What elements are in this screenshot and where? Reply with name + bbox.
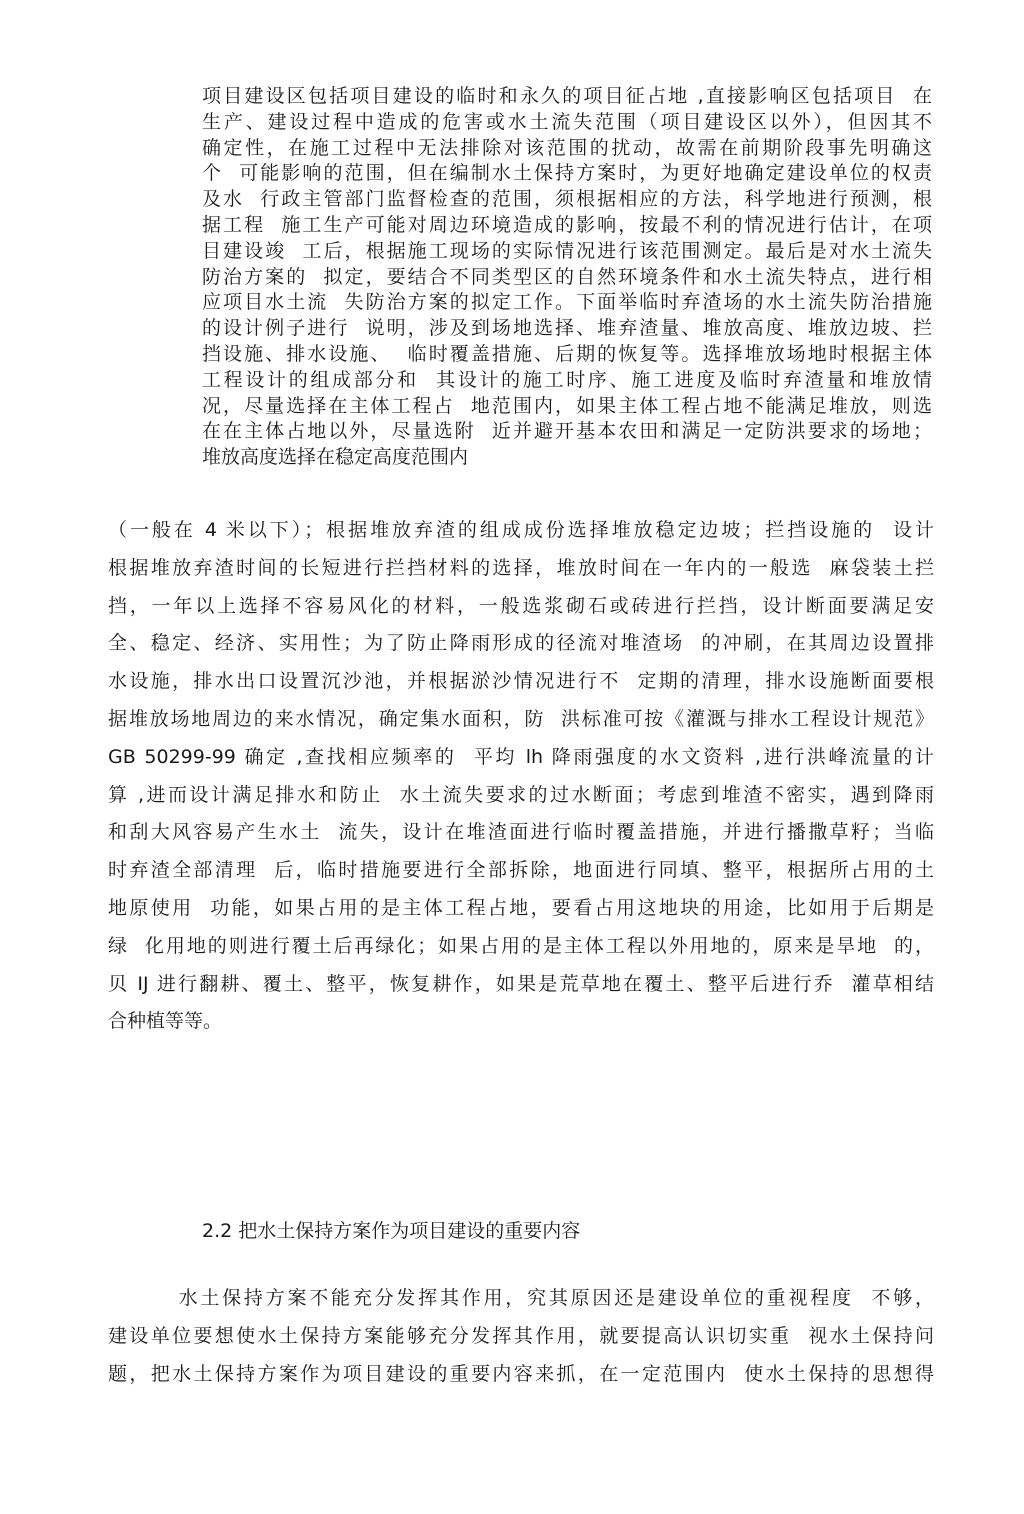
paragraph-line: 绿 化用地的则进行覆土后再绿化；如果占用的是主体工程以外用地的，原来是旱地 的， (108, 934, 934, 957)
body-paragraph-1 (108, 512, 934, 1041)
paragraph-line: 应项目水土流 失防治方案的拟定工作。下面举临时弃渣场的水土流失防治措施 (202, 291, 932, 314)
paragraph-line: 堆放高度选择在稳定高度范围内 (202, 446, 469, 469)
paragraph-line: 时弃渣全部清理 后，临时措施要进行全部拆除，地面进行同填、整平，根据所占用的土 (108, 859, 934, 882)
paragraph-line: 工程设计的组成部分和 其设计的施工时序、施工进度及临时弃渣量和堆放情 (202, 368, 932, 391)
paragraph-line: 和刮大风容易产生水土 流失，设计在堆渣面进行临时覆盖措施，并进行播撒草籽；当临 (108, 821, 934, 844)
paragraph-line: 合种植等等。 (108, 1010, 223, 1033)
body-paragraph-2 (108, 1280, 934, 1393)
paragraph-line: 据堆放场地周边的来水情况，确定集水面积，防 洪标准可按《灌溉与排水工程设计规范》 (108, 707, 934, 730)
paragraph-line: 贝 IJ 进行翻耕、覆土、整平，恢复耕作，如果是荒草地在覆土、整平后进行乔 灌草相结 (108, 972, 934, 995)
indented-paragraph (202, 84, 932, 471)
paragraph-line: 目建设竣 工后，根据施工现场的实际情况进行该范围测定。最后是对水土流失 (202, 239, 932, 262)
section-heading: 2.2 把水土保持方案作为项目建设的重要内容 (202, 1220, 581, 1242)
paragraph-line: GB 50299-99 确定 ,查找相应频率的 平均 lh 降雨强度的水文资料 ,进行洪峰流量的计 (108, 745, 934, 768)
paragraph-line: 水土保持方案不能充分发挥其作用，究其原因还是建设单位的重视程度 不够， (108, 1287, 934, 1309)
paragraph-line: 个 可能影响的范围，但在编制水土保持方案时，为更好地确定建设单位的权责 (202, 162, 932, 185)
paragraph-line: 据工程 施工生产可能对周边环境造成的影响，按最不利的情况进行估计，在项 (202, 213, 932, 236)
paragraph-line: （一般在 4 米以下）；根据堆放弃渣的组成成份选择堆放稳定边坡；拦挡设施的 设计 (108, 519, 934, 541)
paragraph-line: 根据堆放弃渣时间的长短进行拦挡材料的选择，堆放时间在一年内的一般选 麻袋装土拦 (108, 556, 934, 579)
paragraph-line: 建设单位要想使水土保持方案能够充分发挥其作用，就要提高认识切实重 视水土保持问 (108, 1324, 934, 1347)
paragraph-line: 挡设施、排水设施、 临时覆盖措施、后期的恢复等。选择堆放场地时根据主体 (202, 342, 932, 365)
paragraph-line: 生产、建设过程中造成的危害或水土流失范围（项目建设区以外），但因其不 (202, 110, 932, 133)
paragraph-line: 在在主体占地以外，尽量选附 近并避开基本农田和满足一定防洪要求的场地； (202, 420, 932, 443)
paragraph-line: 项目建设区包括项目建设的临时和永久的项目征占地 ,直接影响区包括项目 在 (202, 85, 932, 107)
paragraph-line: 确定性，在施工过程中无法排除对该范围的扰动，故需在前期阶段事先明确这 (202, 136, 932, 159)
paragraph-line: 地原使用 功能，如果占用的是主体工程占地，要看占用这地块的用途，比如用于后期是 (108, 896, 934, 919)
paragraph-line: 及水 行政主管部门监督检查的范围，须根据相应的方法，科学地进行预测，根 (202, 188, 932, 211)
paragraph-line: 况，尽量选择在主体工程占 地范围内，如果主体工程占地不能满足堆放，则选 (202, 394, 932, 417)
paragraph-line: 全、稳定、经济、实用性；为了防止降雨形成的径流对堆渣场 的冲刷，在其周边设置排 (108, 632, 934, 655)
paragraph-line: 的设计例子进行 说明，涉及到场地选择、堆弃渣量、堆放高度、堆放边坡、拦 (202, 317, 932, 340)
paragraph-line: 水设施，排水出口设置沉沙池，并根据淤沙情况进行不 定期的清理，排水设施断面要根 (108, 670, 934, 693)
paragraph-line: 防治方案的 拟定，要结合不同类型区的自然环境条件和水土流失特点，进行相 (202, 265, 932, 288)
paragraph-line: 挡，一年以上选择不容易风化的材料，一般选浆砌石或砖进行拦挡，设计断面要满足安 (108, 594, 934, 617)
paragraph-line: 题，把水土保持方案作为项目建设的重要内容来抓，在一定范围内 使水土保持的思想得 (108, 1362, 934, 1385)
paragraph-line: 算 ,进而设计满足排水和防止 水土流失要求的过水断面；考虑到堆渣不密实，遇到降雨 (108, 783, 934, 806)
